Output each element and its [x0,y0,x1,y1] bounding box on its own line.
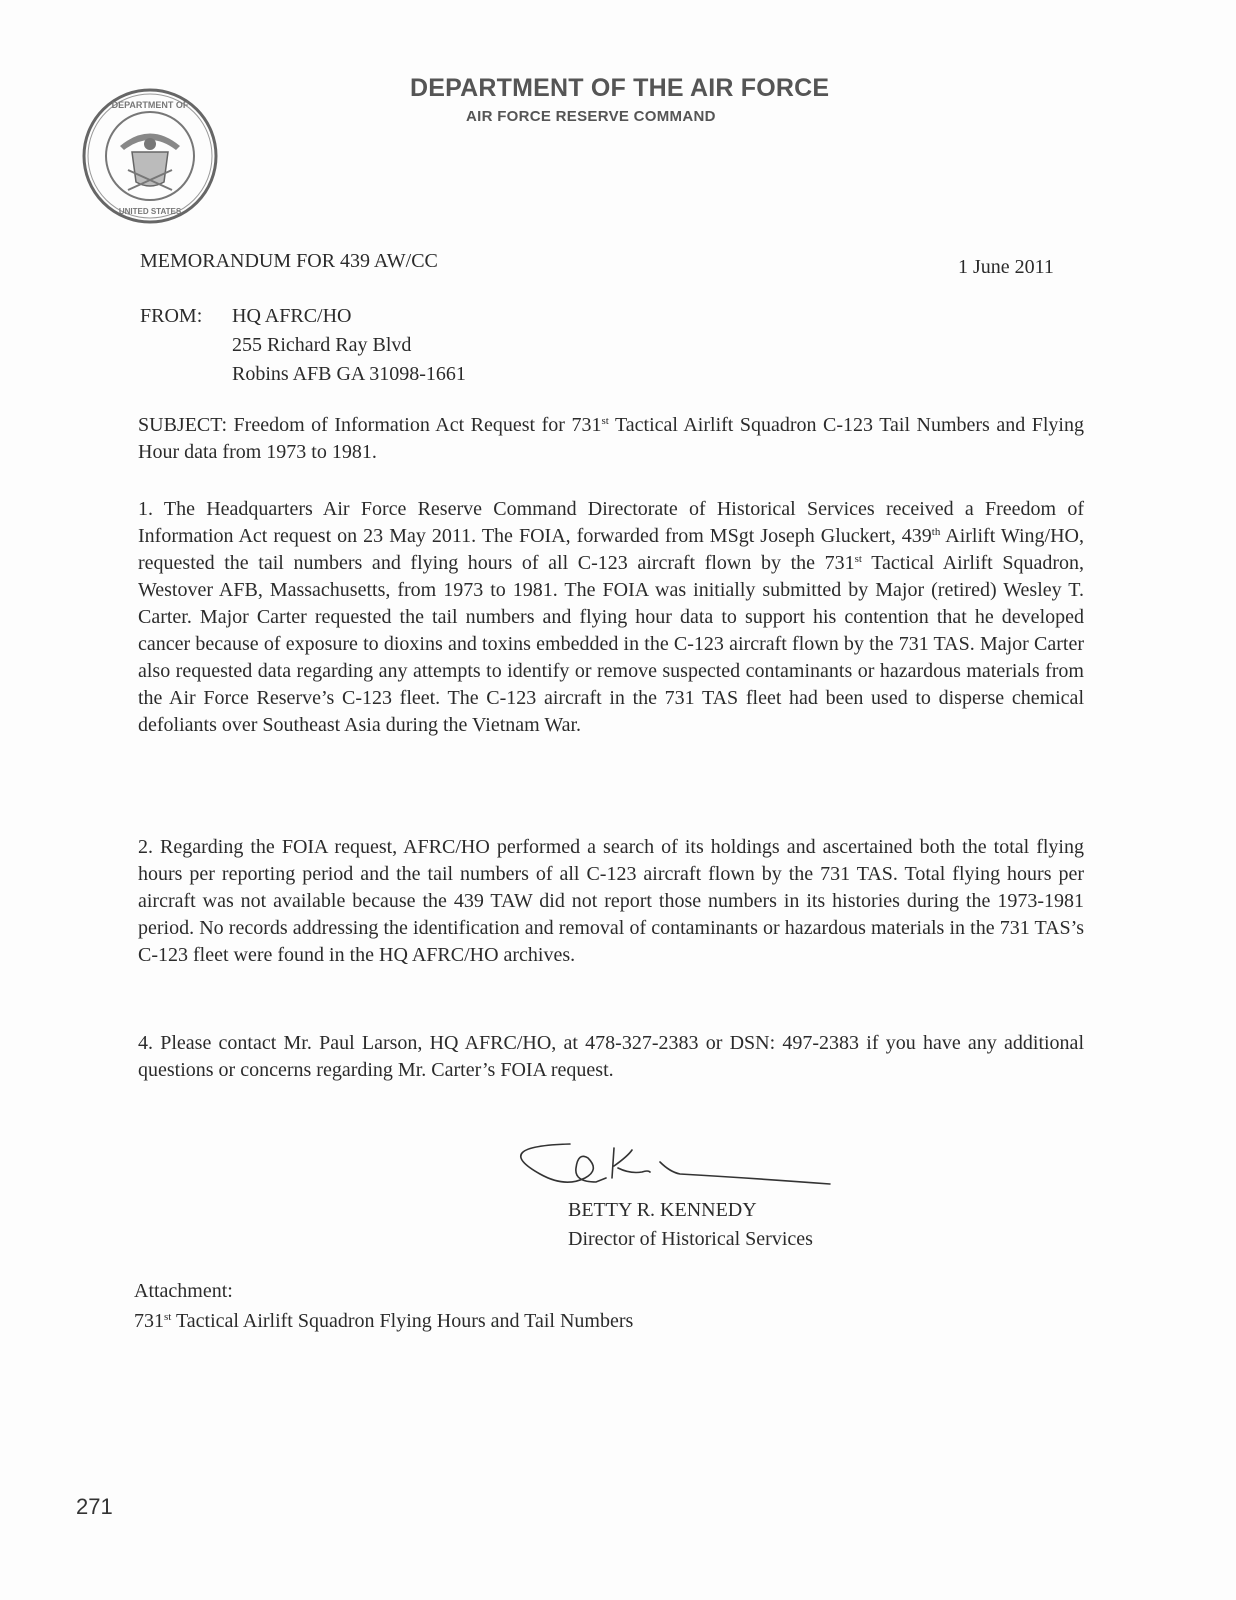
paragraph-1-b: Airlift Wing/HO, requested the tail numbers and flying hours of all C-123 aircraft flown by the 731 [138,525,1084,574]
attachment-block [134,1276,633,1336]
attachment-item-sup: st [164,1311,172,1323]
svg-text:DEPARTMENT OF: DEPARTMENT OF [111,100,189,110]
attachment-item-post: Tactical Airlift Squadron Flying Hours and Tail Numbers [171,1310,634,1332]
subject-label: SUBJECT: [138,414,228,436]
attachment-item [134,1306,633,1336]
from-block [140,302,466,389]
memorandum-for: MEMORANDUM FOR 439 AW/CC [140,250,438,272]
subject-paragraph [138,412,1084,466]
agency-name: DEPARTMENT OF THE AIR FORCE [410,74,830,102]
signer-name: BETTY R. KENNEDY [568,1199,757,1221]
from-line-2: 255 Richard Ray Blvd [232,334,412,356]
from-label: FROM: [140,305,203,327]
page-number: 271 [76,1494,113,1519]
signature-block [568,1196,813,1254]
command-name: AIR FORCE RESERVE COMMAND [466,108,716,125]
subject-text-post: Tactical Airlift Squadron C-123 Tail Numbers and Flying Hour data from 1973 to 1981. [138,414,1084,463]
paragraph-1-sup-1: th [931,526,941,538]
paragraph-1-sup-2: st [854,553,862,565]
paragraph-1-a: 1. The Headquarters Air Force Reserve Command Directorate of Historical Services received a Freedom of Information Act request on 23 May 2011. The FOIA, forwarded from MSgt Joseph Gluckert, 439 [138,498,1084,547]
memo-date: 1 June 2011 [958,256,1054,278]
dod-seal-icon [80,86,220,226]
paragraph-1-c: Tactical Airlift Squadron, Westover AFB, Massachusetts, from 1973 to 1981. The FOIA was initially submitted by Major (retired) Wesley T. Carter. Major Carter requested the tail numbers and flying hour data to support his contention that he developed cancer because of exposure to dioxins and toxins embedded in the C-123 aircraft flown by the 731 TAS. Major Carter also requested data regarding any attempts to identify or remove suspected contaminants or hazardous materials from the Air Force Reserve’s C-123 fleet. The C-123 aircraft in the 731 TAS fleet had been used to disperse chemical defoliants over Southeast Asia during the Vietnam War. [138,552,1084,736]
paragraph-4: 4. Please contact Mr. Paul Larson, HQ AFRC/HO, at 478-327-2383 or DSN: 497-2383 if you have any additional questions or concerns regarding Mr. Carter’s FOIA request. [138,1032,1084,1081]
attachment-item-pre: 731 [134,1310,164,1332]
paragraph-2: 2. Regarding the FOIA request, AFRC/HO performed a search of its holdings and ascertained both the total flying hours per reporting period and the tail numbers of all C-123 aircraft flown by the 731 TAS. Total flying hours per aircraft was not available because the 439 TAW did not report those numbers in its histories during the 1973-1981 period. No records addressing the identification and removal of contaminants or hazardous materials in the 731 TAS’s C-123 fleet were found in the HQ AFRC/HO archives. [138,836,1084,966]
letterhead [410,74,830,125]
attachment-label: Attachment: [134,1280,233,1302]
subject-text-pre: Freedom of Information Act Request for 731 [233,414,602,436]
svg-text:UNITED STATES: UNITED STATES [118,207,182,216]
subject-sup: st [601,415,609,427]
from-line-3: Robins AFB GA 31098-1661 [232,363,466,385]
paragraph-1 [138,496,1084,739]
signer-title: Director of Historical Services [568,1228,813,1250]
from-line-1: HQ AFRC/HO [232,305,352,327]
